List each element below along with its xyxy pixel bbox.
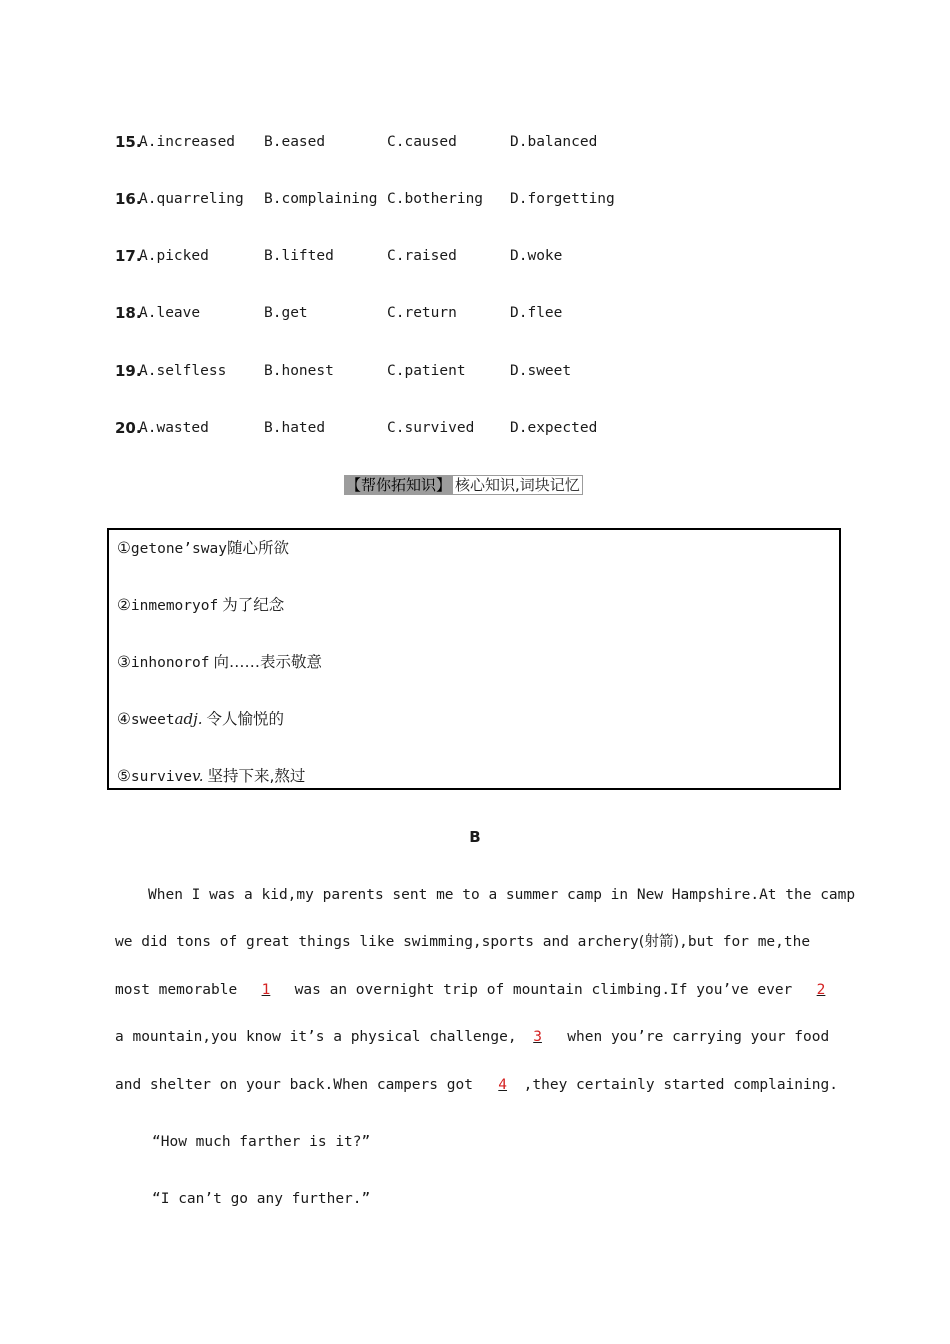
option-d: D.forgetting [510, 191, 615, 207]
passage-text: most memorable [115, 982, 246, 998]
passage-text: ,they certainly started complaining. [523, 1077, 838, 1093]
vocab-part-of-speech: adj. [174, 710, 203, 728]
option-c: C.raised [387, 248, 457, 264]
option-b: B.get [264, 305, 308, 321]
passage-label: B [469, 828, 481, 846]
option-a: A.quarreling [139, 191, 244, 207]
blank-2: 2 [816, 982, 826, 998]
vocab-phrase: survive [130, 769, 193, 785]
passage-text: we did tons of great things like swimming,sports and archery [115, 934, 639, 950]
vocab-meaning: 坚持下来,熬过 [207, 767, 306, 785]
vocabulary-box [107, 528, 841, 790]
option-c: C.patient [387, 363, 466, 379]
option-c: C.survived [387, 420, 475, 436]
option-a: A.picked [139, 248, 209, 264]
vocab-meaning: 随心所欲 [226, 539, 289, 557]
passage-line-2 [115, 931, 827, 953]
vocab-phrase: sweet [130, 712, 175, 728]
question-number: 16. [115, 190, 142, 208]
passage-line-3 [115, 979, 827, 1001]
blank-4: 4 [498, 1077, 508, 1093]
option-b: B.lifted [264, 248, 334, 264]
question-number: 20. [115, 419, 142, 437]
vocab-item [117, 595, 284, 616]
question-number: 15. [115, 133, 142, 151]
knowledge-section-header [344, 475, 583, 495]
vocab-phrase: inmemoryof [130, 598, 219, 614]
option-b: B.hated [264, 420, 326, 436]
vocab-item [117, 709, 284, 730]
passage-text: was an overnight trip of mountain climbing.If you’ve ever [285, 982, 802, 998]
blank-1: 1 [261, 982, 271, 998]
dialogue-line-1: “How much farther is it?” [152, 1134, 371, 1150]
option-d: D.expected [510, 420, 598, 436]
passage-text: when you’re carrying your food [558, 1029, 830, 1045]
option-b: B.honest [264, 363, 334, 379]
passage-text: and shelter on your back.When campers got [115, 1077, 482, 1093]
option-a: A.leave [139, 305, 201, 321]
vocab-meaning: 为了纪念 [222, 596, 285, 614]
passage-text: a mountain,you know it’s a physical challenge, [115, 1029, 517, 1045]
question-number: 17. [115, 247, 142, 265]
question-number: 18. [115, 304, 142, 322]
vocab-phrase: getone’sway [130, 541, 227, 557]
question-number: 19. [115, 362, 142, 380]
option-c: C.caused [387, 134, 457, 150]
passage-text: ,but for me,the [679, 934, 811, 950]
vocab-marker: ③ [117, 653, 131, 671]
option-d: D.sweet [510, 363, 572, 379]
section-title: 核心知识,词块记忆 [453, 475, 583, 495]
passage-text-chinese: (射箭) [638, 934, 680, 950]
option-a: A.wasted [139, 420, 209, 436]
vocab-item [117, 766, 305, 787]
vocab-marker: ② [117, 596, 131, 614]
option-b: B.eased [264, 134, 326, 150]
option-a: A.increased [139, 134, 236, 150]
vocab-item [117, 652, 322, 673]
vocab-marker: ① [117, 539, 131, 557]
option-c: C.return [387, 305, 457, 321]
vocab-meaning: 向……表示敬意 [213, 653, 322, 671]
section-tag: 【帮你拓知识】 [346, 476, 452, 494]
option-a: A.selfless [139, 363, 227, 379]
dialogue-line-2: “I can’t go any further.” [152, 1191, 371, 1207]
blank-3: 3 [533, 1029, 542, 1045]
vocab-marker: ④ [117, 710, 131, 728]
option-d: D.flee [510, 305, 563, 321]
passage-line-5 [115, 1074, 838, 1096]
option-d: D.woke [510, 248, 563, 264]
vocab-marker: ⑤ [117, 767, 131, 785]
vocab-part-of-speech: v. [192, 767, 204, 785]
passage-line-1: When I was a kid,my parents sent me to a summer camp in New Hampshire.At the camp [148, 887, 856, 903]
vocab-phrase: inhonorof [130, 655, 210, 671]
passage-line-4 [115, 1026, 830, 1048]
option-b: B.complaining [264, 191, 378, 207]
vocab-meaning: 令人愉悦的 [206, 710, 285, 728]
option-c: C.bothering [387, 191, 484, 207]
option-d: D.balanced [510, 134, 598, 150]
vocab-item [117, 538, 289, 559]
